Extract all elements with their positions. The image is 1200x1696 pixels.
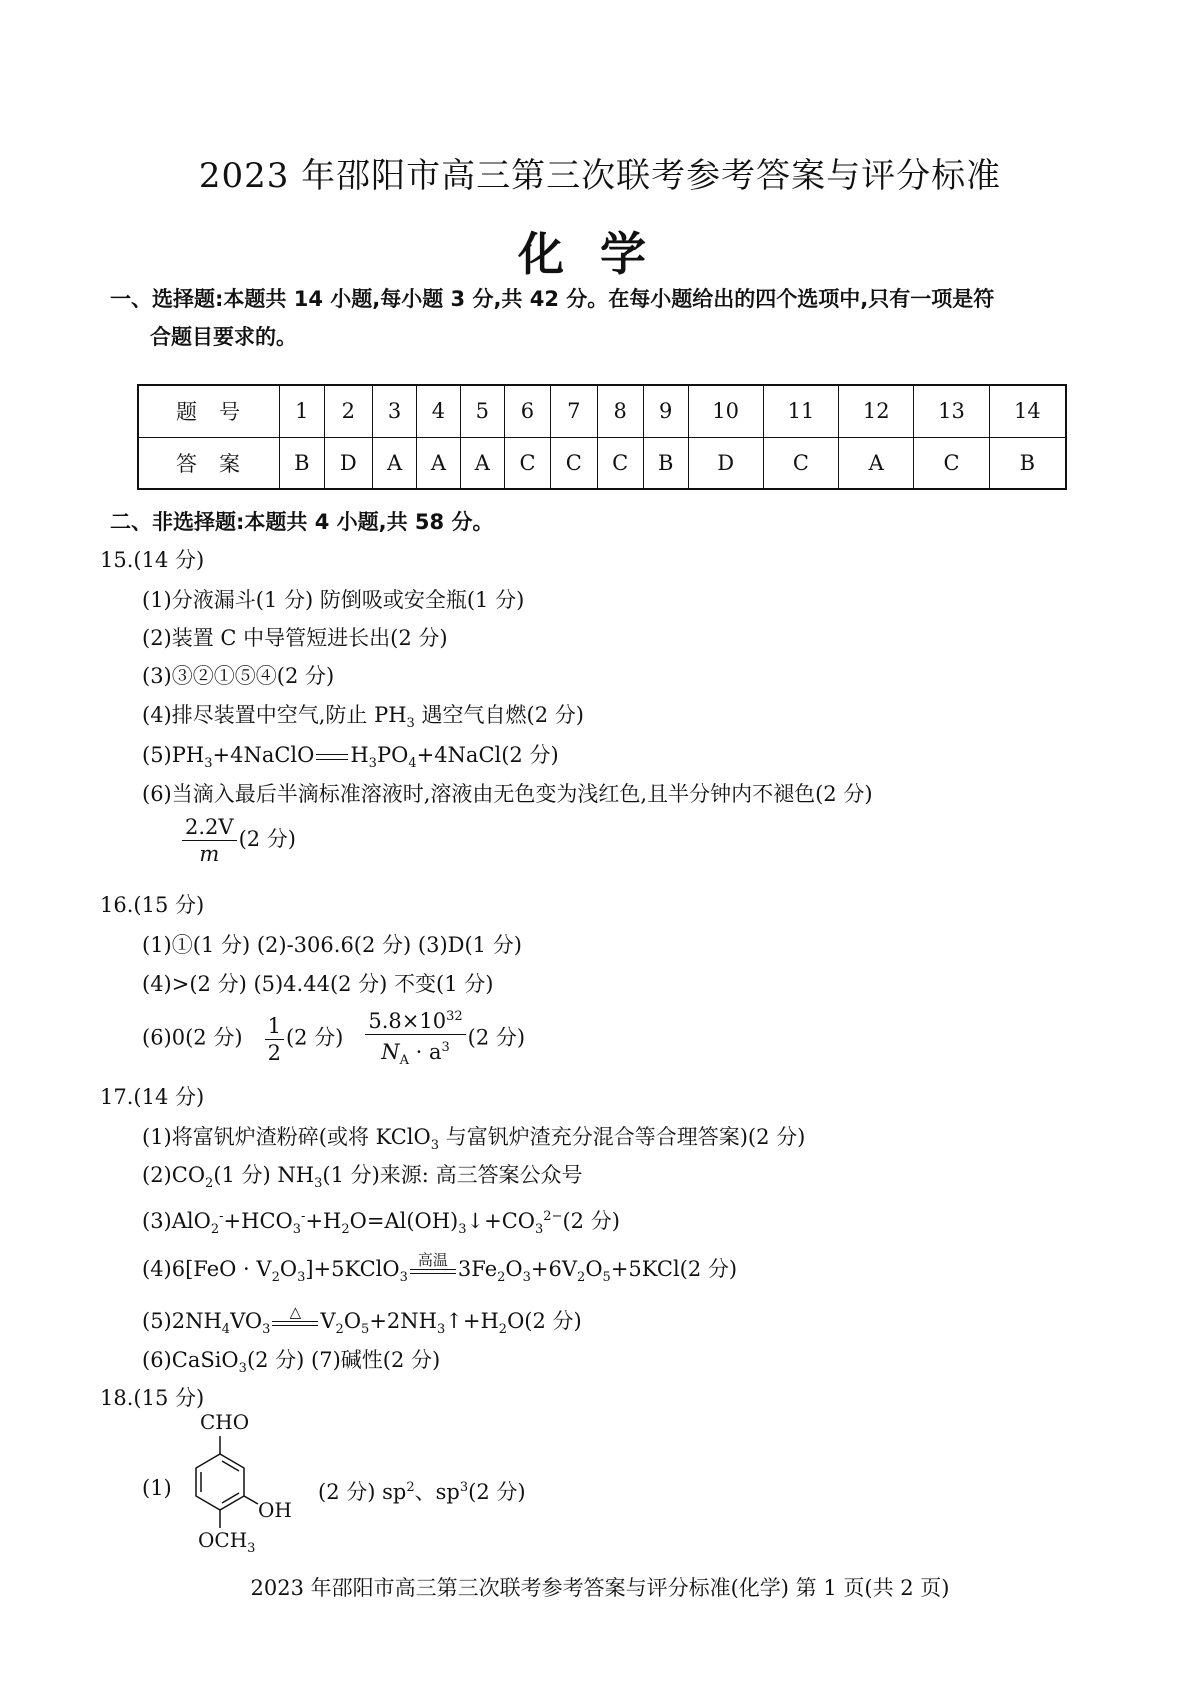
q15-answer-7 (180, 814, 296, 867)
text: (6)CaSiO (142, 1348, 239, 1372)
table-cell: 11 (763, 385, 838, 437)
text: (2 分) (467, 1025, 526, 1050)
superscript: 3 (459, 1480, 469, 1495)
text: +H (305, 1209, 342, 1233)
question-number-row (138, 385, 1066, 437)
section-1-line-2: 合题目要求的。 (150, 325, 297, 349)
fraction (365, 1004, 465, 1074)
text: (4)排尽装置中空气,防止 PH (142, 703, 407, 727)
text: O (279, 1257, 298, 1281)
q17-answer-1 (142, 1122, 805, 1161)
table-cell: C (914, 437, 989, 489)
text: ]+5KClO (305, 1257, 400, 1281)
q16-answer-2: (4)>(2 分) (5)4.44(2 分) 不变(1 分) (142, 972, 494, 996)
text: 5.8×10 (368, 1009, 447, 1033)
q15-answer-4 (142, 700, 584, 739)
q18-heading: 18.(15 分) (100, 1386, 205, 1410)
text: +6V (530, 1257, 578, 1281)
text: OCH (198, 1528, 248, 1552)
text: (6)0(2 分) (142, 1025, 243, 1050)
text: VO (230, 1309, 263, 1333)
text: +HCO (223, 1209, 293, 1233)
table-cell: D (688, 437, 763, 489)
q16-answer-3 (142, 1004, 525, 1074)
subscript: 3 (292, 1222, 302, 1238)
q16-heading: 16.(15 分) (100, 893, 205, 917)
table-cell: 14 (989, 385, 1066, 437)
table-cell: C (763, 437, 838, 489)
struct-oh-label: OH (258, 1498, 292, 1522)
text: · a (408, 1040, 442, 1064)
vanillin-structure (170, 1410, 310, 1560)
subscript: 4 (221, 1322, 231, 1338)
text: ↑+H (445, 1309, 499, 1333)
table-cell: 3 (373, 385, 417, 437)
page-title: 2023 年邵阳市高三第三次联考参考答案与评分标准 (198, 156, 1002, 196)
subscript: 2 (497, 1270, 506, 1286)
numerator (365, 1004, 465, 1035)
text: O (343, 1309, 362, 1333)
text: (4)6[FeO · V (142, 1257, 272, 1281)
q17-answer-2 (142, 1160, 583, 1199)
superscript: 2 (406, 1480, 415, 1495)
subscript: 3 (522, 1270, 531, 1286)
table-cell: B (989, 437, 1066, 489)
superscript: - (301, 1209, 306, 1224)
q17-answer-4 (142, 1250, 738, 1293)
table-cell: 2 (324, 385, 372, 437)
numerator: 1 (265, 1013, 284, 1040)
subscript: 3 (458, 1222, 467, 1238)
subscript: 4 (408, 756, 417, 772)
superscript: - (219, 1209, 224, 1224)
text: (2 分) (238, 827, 296, 851)
section-1-heading (110, 280, 1100, 356)
text: +4NaClO (212, 743, 315, 767)
q18-answer-label: (1) (142, 1476, 172, 1500)
subscript: 3 (297, 1270, 306, 1286)
subscript: 3 (262, 1322, 271, 1338)
text: +2NH (369, 1309, 437, 1333)
subscript: 3 (238, 1361, 247, 1377)
fraction (182, 814, 237, 867)
table-cell: C (551, 437, 597, 489)
subscript: 3 (399, 1270, 408, 1286)
superscript: 3 (441, 1040, 450, 1055)
reaction-arrow (272, 1302, 318, 1333)
text: O=Al(OH) (349, 1209, 459, 1233)
subscript: 3 (247, 1541, 256, 1556)
q15-answer-6: (6)当滴入最后半滴标准溶液时,溶液由无色变为浅红色,且半分钟内不褪色(2 分) (142, 782, 873, 806)
text: (1)将富钒炉渣粉碎(或将 KClO (142, 1125, 431, 1149)
text: N (381, 1040, 400, 1064)
subscript: 3 (535, 1222, 544, 1238)
table-cell: 4 (416, 385, 460, 437)
text: (3)AlO (142, 1209, 211, 1233)
q18-answer-1 (318, 1473, 526, 1507)
reaction-condition: 高温 (417, 1250, 448, 1269)
q15-answer-2: (2)装置 C 中导管短进长出(2 分) (142, 626, 448, 650)
q17-heading: 17.(14 分) (100, 1085, 205, 1109)
table-cell: 13 (914, 385, 989, 437)
table-cell: 8 (597, 385, 643, 437)
text: (2 分) (7)碱性(2 分) (246, 1348, 441, 1372)
text: 3Fe (457, 1257, 498, 1281)
fraction (265, 1013, 284, 1066)
superscript: 32 (446, 1009, 463, 1024)
section-2-heading: 二、非选择题:本题共 4 小题,共 58 分。 (110, 510, 494, 534)
table-cell: D (324, 437, 372, 489)
text: (5)PH (142, 743, 205, 767)
text: (2 分) sp (318, 1480, 407, 1504)
superscript: 2− (543, 1209, 563, 1224)
table-cell: B (643, 437, 688, 489)
text: PO (376, 743, 409, 767)
table-cell: 10 (688, 385, 763, 437)
text: H (350, 743, 369, 767)
page-footer: 2023 年邵阳市高三第三次联考参考答案与评分标准(化学) 第 1 页(共 2 页) (250, 1576, 950, 1600)
text: +4NaCl(2 分) (416, 743, 559, 767)
table-cell: 5 (460, 385, 504, 437)
table-cell: C (504, 437, 550, 489)
answer-table (137, 384, 1067, 490)
numerator: 2.2V (182, 814, 237, 841)
q15-answer-3: (3)③②①⑤④(2 分) (142, 664, 335, 688)
subscript: 2 (498, 1322, 508, 1338)
table-cell: 9 (643, 385, 688, 437)
double-line (410, 1269, 456, 1274)
subscript: 5 (361, 1322, 370, 1338)
q16-answer-1: (1)①(1 分) (2)-306.6(2 分) (3)D(1 分) (142, 933, 522, 957)
subscript: 2 (271, 1270, 280, 1286)
text: 与富钒炉渣充分混合等合理答案)(2 分) (439, 1125, 806, 1149)
subscript: 2 (335, 1322, 344, 1338)
subscript: 5 (602, 1270, 611, 1286)
text: (2 分) (468, 1480, 526, 1504)
table-cell: 6 (504, 385, 550, 437)
table-cell: 1 (280, 385, 325, 437)
reaction-arrow (410, 1250, 456, 1281)
subscript: A (399, 1053, 409, 1069)
subscript: 2 (577, 1270, 586, 1286)
text: ↓+CO (466, 1209, 536, 1233)
table-cell: 7 (551, 385, 597, 437)
row-label-answer: 答案 (138, 437, 280, 489)
equals-sign (316, 754, 348, 760)
text: 、sp (414, 1480, 460, 1504)
subscript: 2 (210, 1222, 220, 1238)
text: O(2 分) (507, 1309, 582, 1333)
subject-title: 化学 (518, 227, 682, 281)
subscript: 3 (204, 756, 213, 772)
table-cell: A (373, 437, 417, 489)
text: (5)2NH (142, 1309, 222, 1333)
q15-answer-1: (1)分液漏斗(1 分) 防倒吸或安全瓶(1 分) (142, 588, 525, 612)
subscript: 2 (205, 1176, 214, 1192)
text: +5KCl(2 分) (610, 1257, 738, 1281)
text: (1 分)来源: 高三答案公众号 (322, 1163, 583, 1187)
text: V (320, 1309, 336, 1333)
q17-answer-5 (142, 1302, 582, 1345)
row-label-number: 题号 (138, 385, 280, 437)
q15-heading: 15.(14 分) (100, 548, 205, 572)
table-cell: A (460, 437, 504, 489)
text: (1 分) NH (213, 1163, 315, 1187)
q15-answer-5 (142, 740, 559, 779)
subscript: 3 (436, 1322, 446, 1338)
table-cell: A (416, 437, 460, 489)
answer-row (138, 437, 1066, 489)
reaction-condition: △ (289, 1302, 302, 1321)
text: (2 分) (285, 1025, 344, 1050)
q17-answer-3 (142, 1202, 620, 1245)
double-line (272, 1321, 318, 1326)
section-1-line-1: 一、选择题:本题共 14 小题,每小题 3 分,共 42 分。在每小题给出的四个选项中,只有一项是符 (110, 287, 995, 311)
subscript: 3 (368, 756, 377, 772)
struct-och3-label (198, 1528, 255, 1556)
text: O (505, 1257, 523, 1281)
denominator: m (199, 842, 220, 866)
text: (2)CO (142, 1163, 206, 1187)
denominator: 2 (267, 1040, 281, 1065)
subscript: 3 (406, 716, 415, 732)
struct-cho-label: CHO (200, 1410, 250, 1434)
table-cell: C (597, 437, 643, 489)
table-cell: A (839, 437, 914, 489)
text: 遇空气自燃(2 分) (414, 703, 584, 727)
table-cell: B (280, 437, 325, 489)
q17-answer-6 (142, 1345, 440, 1384)
denominator (365, 1035, 465, 1074)
subscript: 3 (430, 1138, 440, 1154)
text: (2 分) (562, 1209, 620, 1233)
text: O (585, 1257, 603, 1281)
subscript: 2 (341, 1222, 350, 1238)
subscript: 3 (314, 1176, 323, 1192)
table-cell: 12 (839, 385, 914, 437)
